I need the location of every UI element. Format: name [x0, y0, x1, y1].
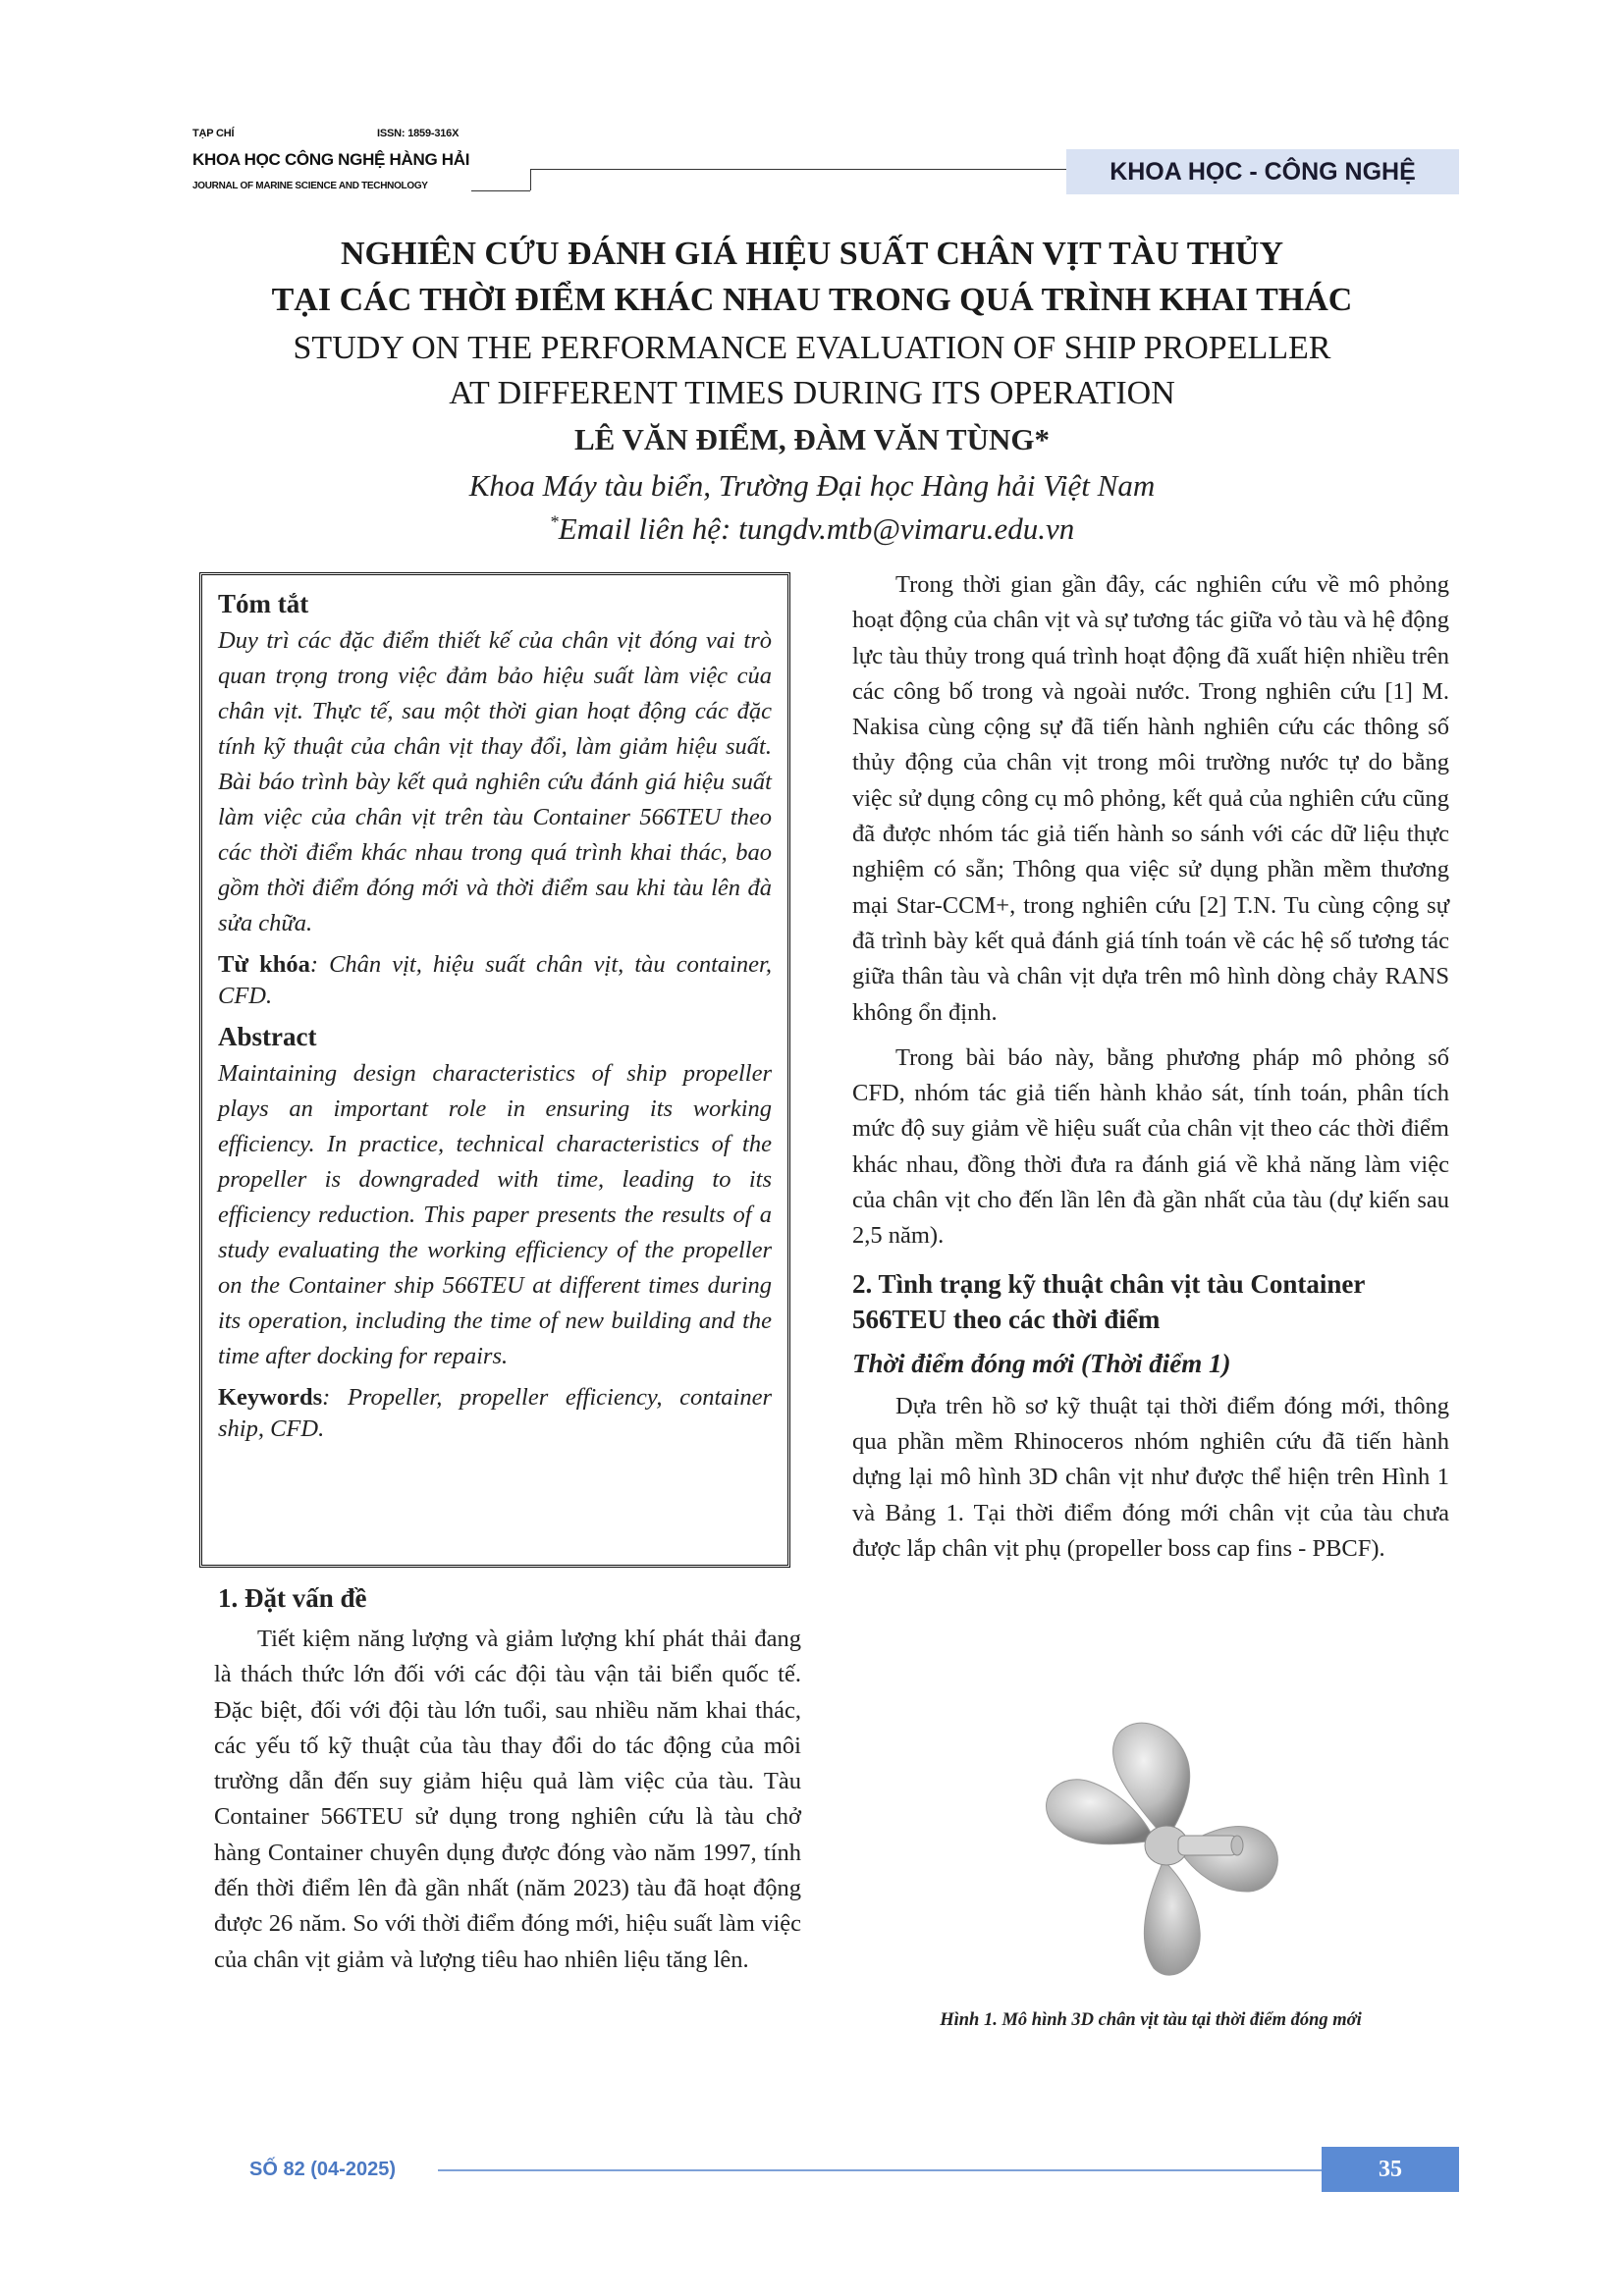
tukhoa-label: Từ khóa — [218, 951, 310, 978]
subsection-heading: Thời điểm đóng mới (Thời điểm 1) — [852, 1348, 1231, 1378]
tukhoa — [218, 949, 772, 1012]
intro-paragraph-2: Trong bài báo này, bằng phương pháp mô phỏng số CFD, nhóm tác giả tiến hành khảo sát, tính toán, phân tích mức độ suy giảm về hiệu suất của chân vịt theo các thời điểm khác nhau, đồng thời đưa ra đánh giá về khả năng làm việc của chân vịt cho đến lần lên đà gần nhất của tàu (dự kiến sau 2,5 năm). — [852, 1043, 1449, 1250]
journal-issn: ISSN: 1859-316X — [377, 128, 460, 139]
title-en-line2: AT DIFFERENT TIMES DURING ITS OPERATION — [449, 375, 1175, 411]
journal-tap-chi: TẠP CHÍ — [192, 128, 235, 139]
contact-email — [0, 511, 1624, 547]
title-vi-line1: NGHIÊN CỨU ĐÁNH GIÁ HIỆU SUẤT CHÂN VỊT TÀU THỦY — [340, 236, 1284, 272]
tomtat-text: Duy trì các đặc điểm thiết kế của chân vịt đóng vai trò quan trọng trong việc đảm bảo hiệu suất làm việc của chân vịt. Thực tế, sau một thời gian hoạt động các đặc tính kỹ thuật của chân vịt thay đổi, làm giảm hiệu suất. Bài báo trình bày kết quả nghiên cứu đánh giá hiệu suất làm việc của chân vịt trên tàu Container 566TEU theo các thời điểm khác nhau trong quá trình khai thác, bao gồm thời điểm đóng mới và thời điểm sau khi tàu lên đà sửa chữa. — [218, 627, 772, 936]
abstract-text: Maintaining design characteristics of ship propeller plays an important role in ensuring its working efficiency. In practice, technical characteristics of the propeller is downgraded with time, leading to its efficiency reduction. This paper presents the results of a study evaluating the working efficiency of the propeller on the Container ship 566TEU at different times during its operation, including the time of new building and the time after docking for repairs. — [218, 1060, 772, 1369]
propeller-3d-figure — [1031, 1703, 1306, 1988]
journal-name-vi: KHOA HỌC CÔNG NGHỆ HÀNG HẢI — [192, 150, 470, 169]
title-en-line1: STUDY ON THE PERFORMANCE EVALUATION OF SHIP PROPELLER — [293, 330, 1331, 366]
keywords-label: Keywords — [218, 1384, 323, 1411]
section1-paragraph: Tiết kiệm năng lượng và giảm lượng khí phát thải đang là thách thức lớn đối với các đội tàu vận tải biển quốc tế. Đặc biệt, đối với đội tàu lớn tuổi, sau nhiều năm khai thác, các yếu tố kỹ thuật của tàu thay đổi do tác động của môi trường dẫn đến suy giảm hiệu quả làm việc của tàu. Tàu Container 566TEU sử dụng trong nghiên cứu là tàu chở hàng Container chuyên dụng được đóng vào năm 1997, tính đến thời điểm lên đà gần nhất (năm 2023) tàu đã hoạt động được 26 năm. So với thời điểm đóng mới, hiệu suất làm việc của chân vịt giảm và lượng tiêu hao nhiên liệu tăng lên. — [214, 1626, 801, 1973]
email-mark: * — [549, 511, 559, 532]
footer-rule — [438, 2169, 1322, 2171]
header-rule-tick — [530, 169, 531, 190]
page-number: 35 — [1322, 2147, 1459, 2192]
right-column — [852, 567, 1449, 1567]
figure-1-caption: Hình 1. Mô hình 3D chân vịt tàu tại thời điểm đóng mới — [940, 2010, 1362, 2030]
section1-heading: 1. Đặt vấn đề — [218, 1583, 367, 1613]
tukhoa-text: : Chân vịt, hiệu suất chân vịt, tàu container, CFD. — [218, 951, 772, 1009]
journal-name-en: JOURNAL OF MARINE SCIENCE AND TECHNOLOGY — [192, 181, 428, 191]
tomtat-heading: Tóm tắt — [218, 589, 309, 618]
affiliation: Khoa Máy tàu biển, Trường Đại học Hàng hải Việt Nam — [468, 468, 1156, 503]
title-vi-line2: TẠI CÁC THỜI ĐIỂM KHÁC NHAU TRONG QUÁ TRÌNH KHAI THÁC — [271, 282, 1353, 318]
section-label: KHOA HỌC - CÔNG NGHỆ — [1066, 149, 1459, 194]
abstract-heading: Abstract — [218, 1022, 317, 1051]
keywords-text: : Propeller, propeller efficiency, container ship, CFD. — [218, 1384, 772, 1442]
abstract-box — [199, 572, 790, 1568]
keywords — [218, 1382, 772, 1445]
issue-number: SỐ 82 (04-2025) — [249, 2159, 396, 2180]
section1-body — [214, 1622, 801, 1978]
section2-heading: 2. Tình trạng kỹ thuật chân vịt tàu Container 566TEU theo các thời điểm — [852, 1268, 1365, 1334]
intro-paragraph-1: Trong thời gian gần đây, các nghiên cứu về mô phỏng hoạt động của chân vịt và sự tương tác giữa vỏ tàu và hệ động lực tàu thủy trong quá trình hoạt động đã xuất hiện nhiều trên các công bố trong và ngoài nước. Trong nghiên cứu [1] M. Nakisa cùng cộng sự đã tiến hành nghiên cứu các thông số thủy động của chân vịt trong môi trường nước tự do bằng việc sử dụng công cụ mô phỏng, kết quả của nghiên cứu cũng đã được nhóm tác giả tiến hành so sánh với các dữ liệu thực nghiệm có sẵn; Thông qua việc sử dụng phần mềm thương mại Star-CCM+, trong nghiên cứu [2] T.N. Tu cùng cộng sự đã trình bày kết quả đánh giá tính toán về các hệ số tương tác giữa thân tàu và chân vịt dựa trên mô hình dòng chảy RANS không ổn định. — [852, 571, 1449, 1026]
header-rule-right — [530, 169, 1066, 170]
section2-paragraph: Dựa trên hồ sơ kỹ thuật tại thời điểm đóng mới, thông qua phần mềm Rhinoceros nhóm nghiên cứu đã tiến hành dựng lại mô hình 3D chân vịt như được thể hiện trên Hình 1 và Bảng 1. Tại thời điểm đóng mới chân vịt của tàu chưa được lắp chân vịt phụ (propeller boss cap fins - PBCF). — [852, 1392, 1449, 1562]
authors: LÊ VĂN ĐIỂM, ĐÀM VĂN TÙNG* — [574, 422, 1050, 456]
header-rule-left — [471, 190, 530, 191]
email-text: Email liên hệ: tungdv.mtb@vimaru.edu.vn — [558, 511, 1075, 546]
